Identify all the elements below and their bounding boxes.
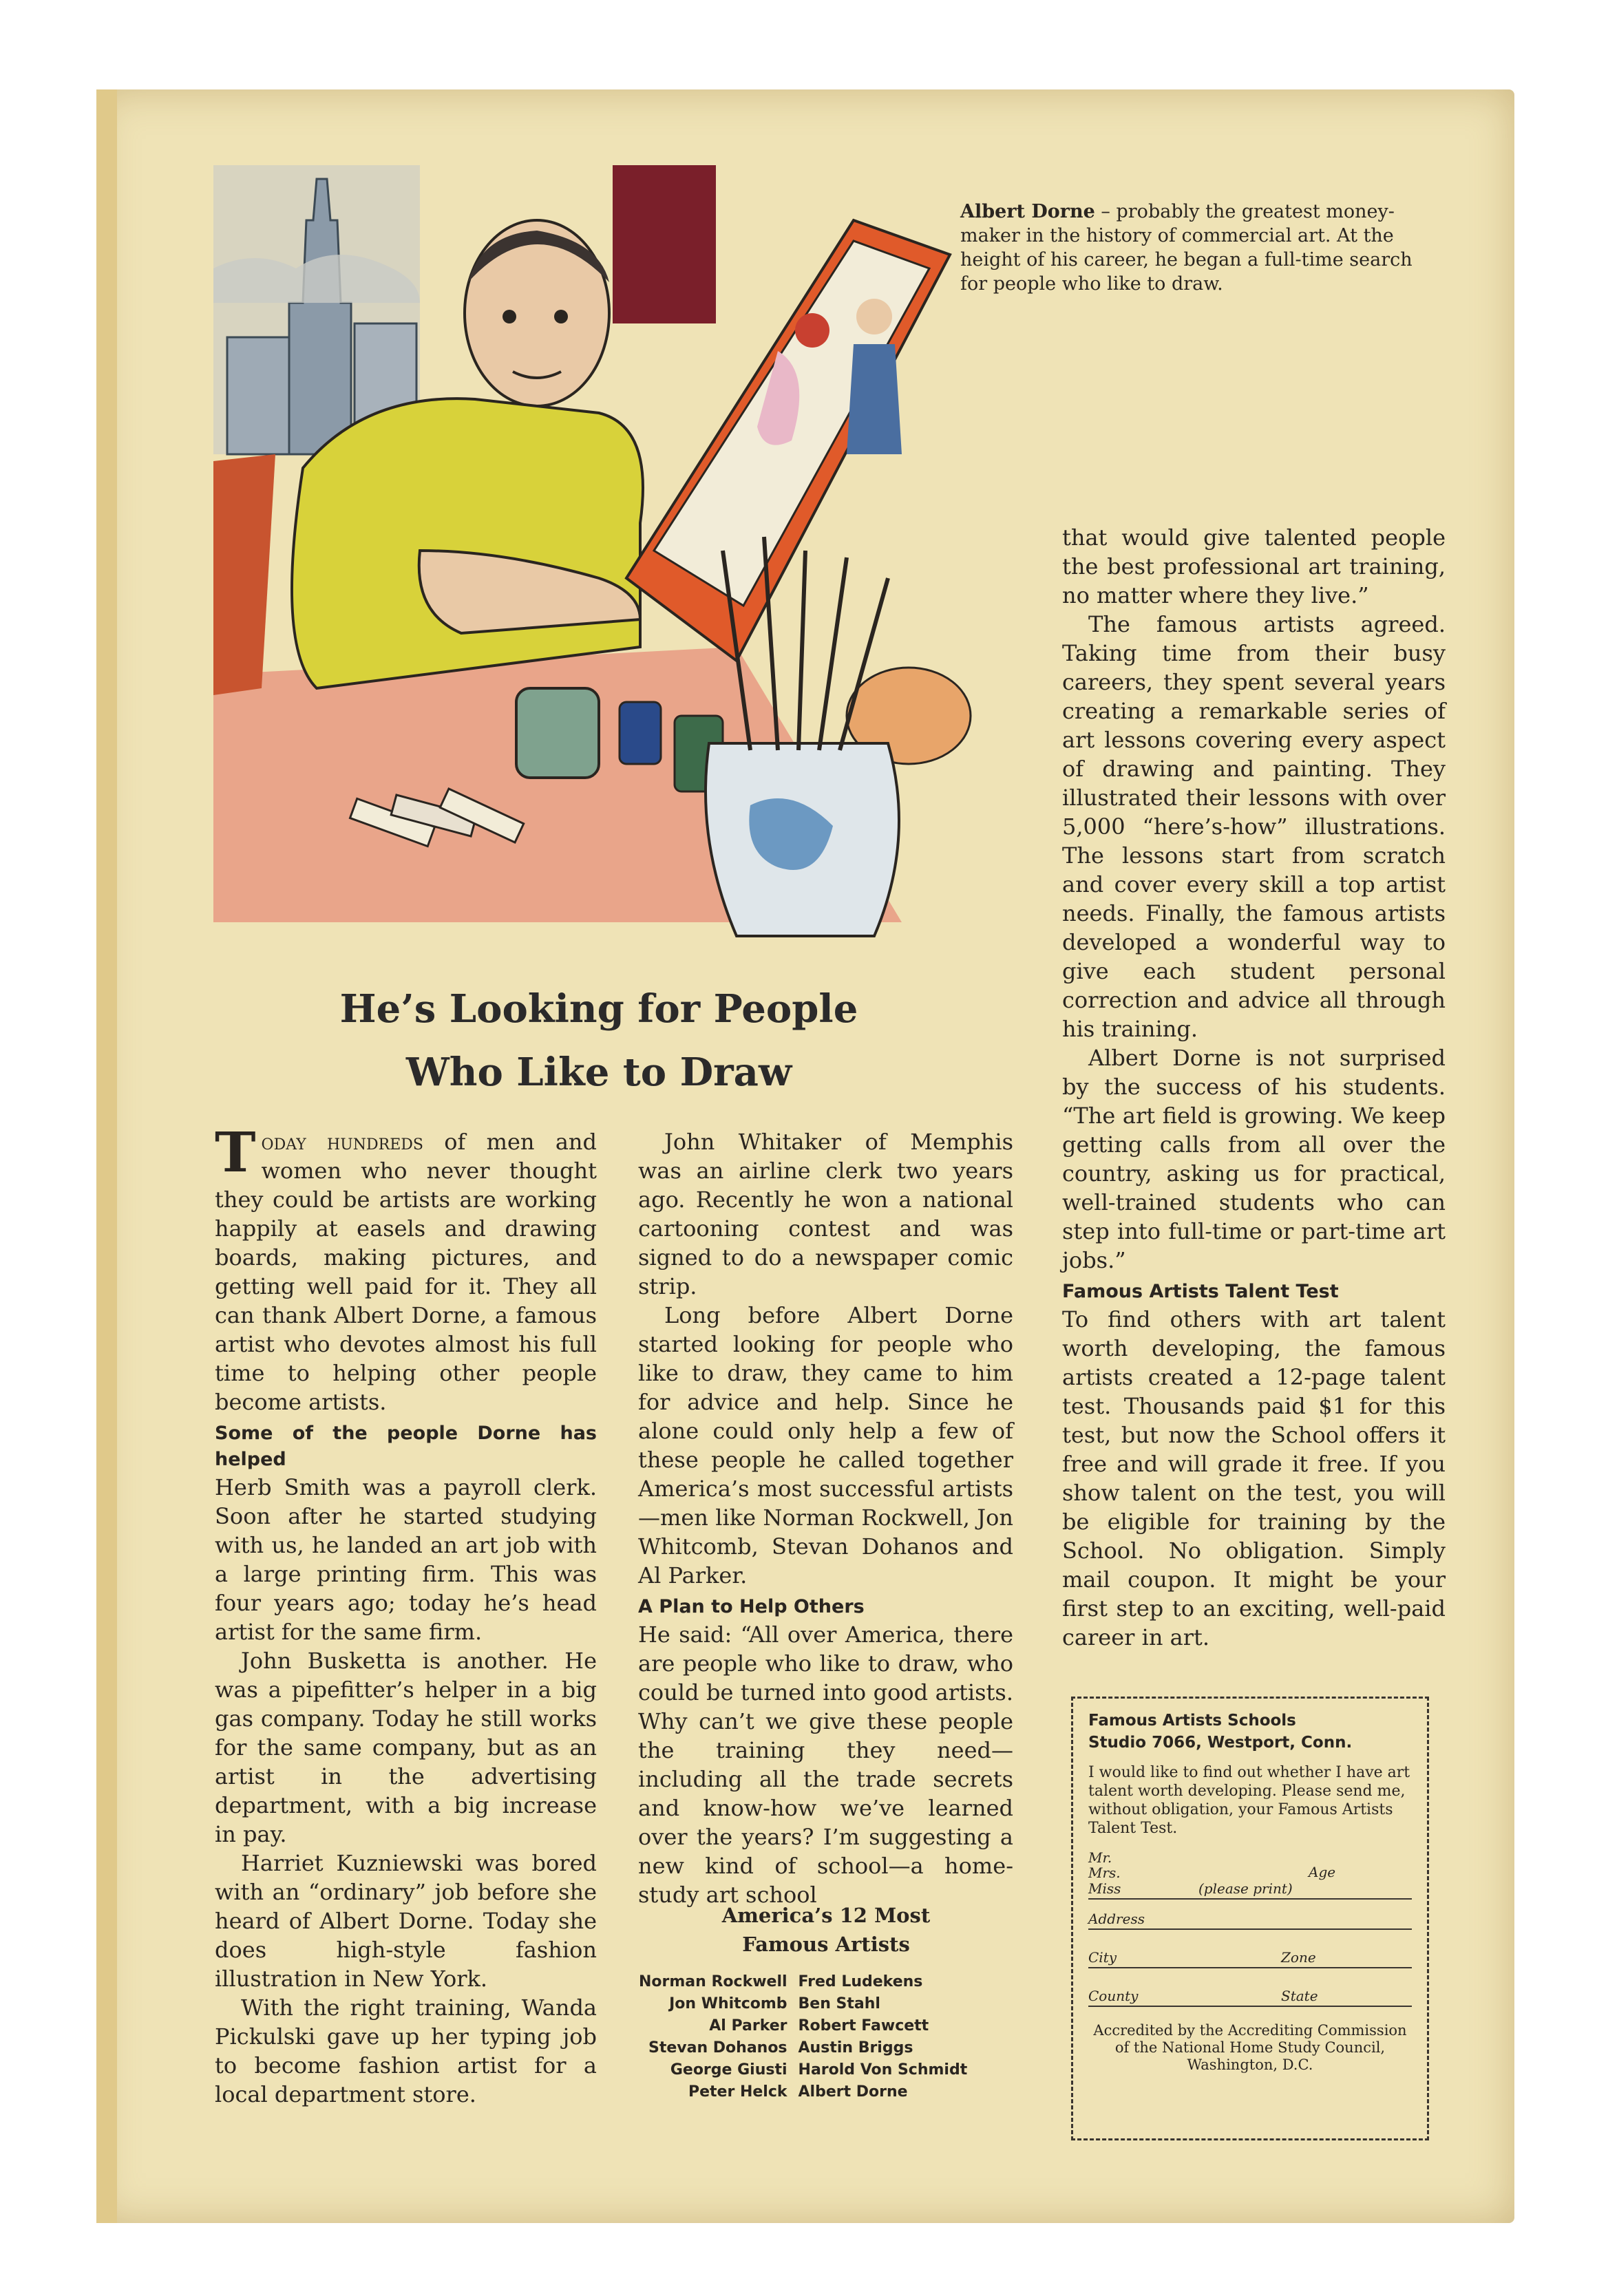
coupon-address-label: Address: [1088, 1911, 1145, 1927]
paragraph-he-said: He said: “All over America, there are people who like to draw, who could be turned into good artists. Why can’t we give these people the training they need—including all the trade secrets and know-how we’ve learned over the years? I’m suggesting a new kind of school—a home-study art school: [638, 1622, 1013, 1908]
intro-text: of men and women who never thought they could be artists are working happily at easels and drawing boards, making pictures, and getting well paid for it. They all can thank Albert Dorne, a famous artist who devotes almost his full time to helping other people become artists.: [215, 1129, 597, 1415]
paragraph-talent-test: To find others with art talent worth developing, the famous artists created a 12-page talent test. Thousands paid $1 for this test, but now the School offers it free and will grade it free. If you show talent on the test, you will be eligible for training by the School. No obligation. Simply mail coupon. It might be your first step to an exciting, well-paid career in art.: [1062, 1306, 1446, 1650]
caption-name: Albert Dorne: [960, 201, 1095, 222]
artists-heading-1: America’s 12 Most: [721, 1904, 931, 1927]
coupon-zone: Zone: [1281, 1949, 1316, 1966]
artist-name: George Giusti: [670, 2061, 787, 2079]
illustration-caption: [960, 200, 1442, 296]
article-column-2: [638, 1127, 1013, 1909]
paragraph-dorne-not-surprised: Albert Dorne is not surprised by the success of his students. “The art field is growing. We keep getting calls from all over the country, asking us for practical, well-trained students who can step into full-time or part-time art jobs.”: [1062, 1045, 1446, 1273]
coupon-school: Famous Artists Schools: [1088, 1712, 1296, 1730]
canvas-farmer-overalls: [847, 344, 902, 454]
ink-bottle-blue: [620, 702, 661, 764]
coupon-address-field[interactable]: [1088, 1904, 1412, 1930]
curtain: [613, 165, 716, 323]
artist-row: [633, 2081, 973, 2103]
article-column-1: [215, 1120, 597, 2109]
page-spine-edge: [96, 89, 117, 2223]
coupon-mrs: Mrs.: [1088, 1864, 1121, 1881]
artist-name: Harold Von Schmidt: [798, 2061, 968, 2079]
illustration-artist-at-easel: [213, 165, 1081, 964]
paragraph-john-busketta: John Busketta is another. He was a pipefitter’s helper in a big gas company. Today he still works for the same company, but as an artist in the advertising department, with a big increase in pay.: [215, 1648, 597, 1847]
artist-name: Peter Helck: [688, 2083, 787, 2101]
headline-line1: He’s Looking for People: [339, 986, 858, 1032]
artist-row: [633, 2059, 973, 2081]
coupon-age: Age: [1309, 1864, 1336, 1880]
coupon-county: County: [1088, 1988, 1139, 2004]
artist-row: [633, 1971, 973, 1993]
drop-cap: T: [215, 1120, 256, 1184]
paragraph-famous-artists-agreed: The famous artists agreed. Taking time from their busy careers, they spent several years creating a remarkable series of art lessons covering every aspect of drawing and painting. They illustrated their lessons with over 5,000 “here’s-how” illustrations. The lessons start from scratch and cover every skill a top artist needs. Finally, the famous artists developed a wonderful way to give each student personal correction and advice all through his training.: [1062, 611, 1446, 1042]
building-left: [227, 337, 289, 454]
subhead-plan: A Plan to Help Others: [638, 1596, 865, 1617]
paragraph-herb-smith: Herb Smith was a payroll clerk. Soon after he started studying with us, he landed an art job with a large printing firm. This was four years ago; today he’s head artist for the same firm.: [215, 1474, 597, 1645]
artist-row: [633, 1993, 973, 2015]
coupon-city-field[interactable]: [1088, 1942, 1412, 1968]
artists-table: [633, 1971, 973, 2103]
artist-row: [633, 2037, 973, 2059]
man-eye-left: [503, 310, 516, 323]
artists-heading-2: Famous Artists: [742, 1933, 910, 1956]
paragraph-continued: that would give talented people the best professional art training, no matter where they live.”: [1062, 524, 1446, 608]
subhead-people-helped: Some of the people Dorne has helped: [215, 1423, 597, 1470]
man-shirt: [292, 398, 643, 688]
coupon-mr: Mr.: [1088, 1849, 1112, 1866]
artist-name: Stevan Dohanos: [648, 2039, 787, 2056]
man-eye-right: [554, 310, 568, 323]
lead-smallcaps: oday hundreds: [261, 1129, 423, 1155]
artist-name: Ben Stahl: [798, 1995, 880, 2012]
paragraph-long-before: Long before Albert Dorne started looking for people who like to draw, they came to him for advice and help. Since he alone could only help a few of these people he called together America’s most successful artists —men like Norman Rockwell, Jon Whitcomb, Stevan Dohanos and Al Parker.: [638, 1302, 1013, 1588]
coupon-accredited: Accredited by the Accrediting Commission of the National Home Study Council, Washington, D.C.: [1093, 2022, 1407, 2073]
canvas-farmer-head: [856, 299, 892, 334]
coupon-county-field[interactable]: [1088, 1981, 1412, 2007]
artist-name: Al Parker: [709, 2017, 787, 2034]
artist-row: [633, 2015, 973, 2037]
artist-name: Austin Briggs: [798, 2039, 913, 2056]
paragraph-harriet: Harriet Kuzniewski was bored with an “ordinary” job before she heard of Albert Dorne. Today she does high-style fashion illustration in New York.: [215, 1850, 597, 1992]
coupon-city: City: [1088, 1949, 1117, 1966]
coupon-message: I would like to find out whether I have art talent worth developing. Please send me, without obligation, your Famous Artists Talent Test.: [1088, 1764, 1410, 1837]
artist-name: Fred Ludekens: [798, 1973, 923, 1990]
coupon-address: Studio 7066, Westport, Conn.: [1088, 1734, 1353, 1752]
paragraph-intro: [215, 1120, 597, 1416]
coupon-state: State: [1281, 1988, 1318, 2004]
mail-coupon[interactable]: [1071, 1697, 1429, 2140]
headline: [227, 977, 971, 1104]
paragraph-john-whitaker: John Whitaker of Memphis was an airline clerk two years ago. Recently he won a national cartooning contest and was signed to do a newspaper comic strip.: [638, 1129, 1013, 1299]
paragraph-wanda: With the right training, Wanda Pickulski gave up her typing job to become fashion artist for a local department store.: [215, 1995, 597, 2107]
coupon-miss: Miss: [1088, 1880, 1121, 1897]
artist-name: Albert Dorne: [798, 2083, 908, 2101]
canvas-girl-head: [795, 313, 829, 348]
coupon-please-print: (please print): [1198, 1880, 1293, 1897]
coupon-salutations: [1088, 1850, 1412, 1880]
paint-jar-stack: [516, 688, 599, 778]
caption-text: – probably the greatest money-maker in the history of commercial art. At the height of his career, he began a full-time search for people who like to draw.: [960, 201, 1413, 295]
artist-name: Jon Whitcomb: [669, 1995, 787, 2012]
artist-name: Norman Rockwell: [639, 1973, 787, 1990]
artist-name: Robert Fawcett: [798, 2017, 929, 2034]
headline-line2: Who Like to Draw: [405, 1050, 792, 1095]
chair: [213, 454, 275, 695]
article-column-3: [1062, 523, 1446, 1652]
famous-artists-list: [633, 1901, 1019, 2103]
subhead-talent-test: Famous Artists Talent Test: [1062, 1281, 1339, 1302]
